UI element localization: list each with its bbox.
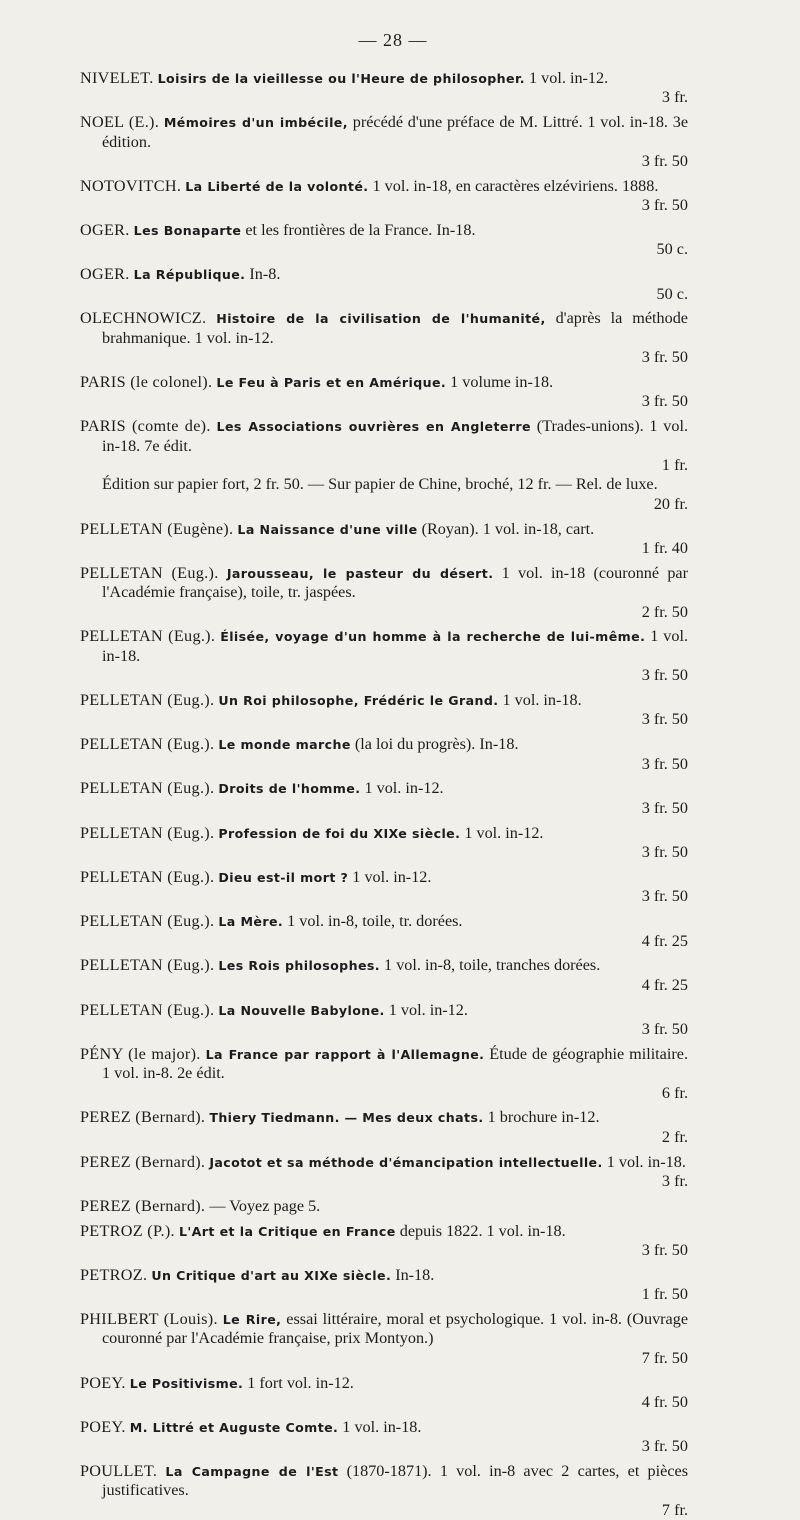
entry-price: 1 fr. bbox=[661, 456, 688, 475]
entry-extra-text: Édition sur papier fort, 2 fr. 50. — Sur papier de Chine, broché, 12 fr. — Rel. de luxe. bbox=[102, 475, 658, 494]
entry-price: 1 fr. 50 bbox=[641, 1285, 688, 1304]
entry-author: POEY. bbox=[80, 1373, 126, 1392]
entry-price: 3 fr. 50 bbox=[641, 710, 688, 729]
catalog-entry bbox=[80, 1418, 688, 1457]
entry-price: 2 fr. 50 bbox=[641, 602, 688, 621]
entry-price: 4 fr. 25 bbox=[641, 931, 688, 950]
entry-author: POULLET. bbox=[80, 1461, 158, 1480]
entry-price: 3 fr. 50 bbox=[641, 887, 688, 906]
entry-author: PÉNY (le major). bbox=[80, 1044, 201, 1063]
catalog-entry bbox=[80, 691, 688, 730]
entry-author: PELLETAN (Eug.). bbox=[80, 691, 215, 710]
catalog-entry bbox=[80, 520, 688, 559]
entry-price: 3 fr. 50 bbox=[641, 392, 688, 411]
catalog-entry bbox=[80, 1197, 688, 1216]
entry-author: PEREZ (Bernard). bbox=[80, 1108, 206, 1127]
entry-price: 3 fr. bbox=[661, 1171, 688, 1190]
catalog-entry bbox=[80, 221, 688, 260]
entry-title: Le Rire, bbox=[222, 1311, 282, 1327]
entry-title: Le Positivisme. bbox=[129, 1375, 244, 1391]
entry-details: 1 volume in-18. bbox=[450, 373, 554, 392]
entry-title: La République. bbox=[133, 267, 246, 283]
entry-price: 3 fr. 50 bbox=[641, 1019, 688, 1038]
entry-title: Dieu est-il mort ? bbox=[218, 869, 349, 885]
entry-author: PELLETAN (Eug.). bbox=[80, 823, 215, 842]
entry-title: Mémoires d'un imbécile, bbox=[163, 115, 348, 131]
catalog-entry bbox=[80, 1462, 688, 1520]
entry-price: 7 fr. bbox=[661, 1500, 688, 1519]
entry-price: 3 fr. 50 bbox=[641, 754, 688, 773]
entry-price: 3 fr. 50 bbox=[641, 843, 688, 862]
entry-author: POEY. bbox=[80, 1417, 126, 1436]
catalog-entry bbox=[80, 1266, 688, 1305]
entry-details: 1 vol. in-12. bbox=[364, 779, 444, 798]
entry-details: et les frontières de la France. In-18. bbox=[245, 221, 476, 240]
entry-title: Le Feu à Paris et en Amérique. bbox=[216, 375, 447, 391]
entry-details: 1 vol. in-12. bbox=[352, 867, 432, 886]
entry-details: 1 vol. in-8, toile, tranches dorées. bbox=[384, 956, 601, 975]
entry-extra-price: 20 fr. bbox=[653, 494, 688, 513]
entry-author: PELLETAN (Eug.). bbox=[80, 1000, 215, 1019]
entry-details: 1 vol. in-18. bbox=[606, 1152, 686, 1171]
entry-details: (Royan). 1 vol. in-18, cart. bbox=[421, 519, 595, 538]
entry-title: La Liberté de la volonté. bbox=[185, 178, 369, 194]
entry-author: PELLETAN (Eug.). bbox=[80, 563, 219, 582]
catalog-entry bbox=[80, 1374, 688, 1413]
entry-price: 4 fr. 50 bbox=[641, 1392, 688, 1411]
catalog-entry bbox=[80, 1108, 688, 1147]
catalog-entry bbox=[80, 177, 688, 216]
entry-title: Loisirs de la vieillesse ou l'Heure de philosopher. bbox=[157, 71, 525, 86]
entry-details: 1 vol. in-12. bbox=[464, 823, 544, 842]
entry-author: PELLETAN (Eug.). bbox=[80, 735, 215, 754]
entry-author: NOEL (E.). bbox=[80, 113, 160, 132]
entry-title: Un Roi philosophe, Frédéric le Grand. bbox=[218, 693, 499, 709]
entry-author: OLECHNOWICZ. bbox=[80, 309, 207, 328]
catalog-entry bbox=[80, 417, 688, 514]
entry-title: Profession de foi du XIXe siècle. bbox=[218, 825, 461, 841]
entry-author: PELLETAN (Eug.). bbox=[80, 956, 215, 975]
catalog-entry bbox=[80, 265, 688, 304]
entry-details: 1 vol. in-12. bbox=[388, 1000, 468, 1019]
entry-title: La Mère. bbox=[218, 914, 284, 930]
entry-details: — Voyez page 5. bbox=[209, 1196, 321, 1215]
entry-title: Les Associations ouvrières en Angleterre bbox=[216, 419, 531, 435]
entry-details: 1 brochure in-12. bbox=[487, 1108, 600, 1127]
entry-title: La Campagne de l'Est bbox=[165, 1463, 339, 1479]
entry-author: PELLETAN (Eug.). bbox=[80, 627, 216, 646]
catalog-entry bbox=[80, 1153, 688, 1192]
entry-details: Étude de géographie militaire. 1 vol. in-8. 2e édit. bbox=[102, 1044, 688, 1083]
entry-author: PELLETAN (Eug.). bbox=[80, 779, 215, 798]
catalog-entry bbox=[80, 373, 688, 412]
entry-author: PELLETAN (Eug.). bbox=[80, 912, 215, 931]
entry-price: 3 fr. 50 bbox=[641, 798, 688, 817]
entry-details: depuis 1822. 1 vol. in-18. bbox=[399, 1221, 566, 1240]
catalog-entry bbox=[80, 1222, 688, 1261]
entry-author: OGER. bbox=[80, 265, 130, 284]
entry-price: 7 fr. 50 bbox=[641, 1348, 688, 1367]
entry-author: PARIS (le colonel). bbox=[80, 373, 213, 392]
catalog-entry bbox=[80, 868, 688, 907]
entry-author: OGER. bbox=[80, 221, 130, 240]
catalog-entry bbox=[80, 564, 688, 622]
entry-details: (1870-1871). 1 vol. in-8 avec 2 cartes, et pièces justificatives. bbox=[102, 1461, 689, 1500]
entry-price: 3 fr. 50 bbox=[641, 1240, 688, 1259]
entry-author: PELLETAN (Eugène). bbox=[80, 519, 234, 538]
entry-title: L'Art et la Critique en France bbox=[178, 1223, 396, 1239]
entry-title: Le monde marche bbox=[218, 737, 351, 753]
catalog-entry bbox=[80, 956, 688, 995]
entry-price: 3 fr. 50 bbox=[641, 1437, 688, 1456]
entry-details: d'après la méthode brahmanique. 1 vol. in-12. bbox=[102, 309, 688, 347]
entry-title: Jarousseau, le pasteur du désert. bbox=[226, 565, 494, 581]
entry-price: 3 fr. 50 bbox=[641, 196, 688, 215]
entry-price: 3 fr. 50 bbox=[641, 152, 688, 171]
entry-title: Histoire de la civilisation de l'humanité, bbox=[216, 311, 546, 327]
entry-price: 6 fr. bbox=[661, 1083, 688, 1102]
entry-details: 1 vol. in-18 (couronné par l'Académie française), toile, tr. jaspées. bbox=[102, 563, 689, 602]
page-number: — 28 — bbox=[358, 30, 428, 50]
entry-details: précédé d'une préface de M. Littré. 1 vol. in-18. 3e édition. bbox=[102, 113, 689, 151]
entry-title: Droits de l'homme. bbox=[218, 781, 361, 797]
catalog-entry bbox=[80, 779, 688, 818]
entry-author: PETROZ (P.). bbox=[80, 1221, 175, 1240]
entry-author: NIVELET. bbox=[80, 69, 154, 87]
entry-title: La Nouvelle Babylone. bbox=[218, 1002, 385, 1018]
entry-price: 3 fr. 50 bbox=[641, 666, 688, 685]
entry-title: Jacotot et sa méthode d'émancipation intellectuelle. bbox=[209, 1154, 603, 1170]
catalog-entry bbox=[80, 1001, 688, 1040]
entry-price: 2 fr. bbox=[661, 1127, 688, 1146]
entry-author: PELLETAN (Eug.). bbox=[80, 867, 215, 886]
entry-details: essai littéraire, moral et psychologique. 1 vol. in-8. (Ouvrage couronné par l'Académie française, prix Montyon.) bbox=[102, 1309, 689, 1348]
entry-author: NOTOVITCH. bbox=[80, 176, 182, 195]
entry-price: 4 fr. 25 bbox=[641, 975, 688, 994]
entry-author: PHILBERT (Louis). bbox=[80, 1309, 218, 1328]
catalog-entry bbox=[80, 69, 688, 108]
entry-list bbox=[80, 69, 688, 1520]
entry-title: Les Rois philosophes. bbox=[218, 958, 380, 974]
catalog-entry bbox=[80, 735, 688, 774]
entry-price: 50 c. bbox=[656, 240, 688, 259]
catalog-entry bbox=[80, 912, 688, 951]
entry-price: 3 fr. 50 bbox=[641, 348, 688, 367]
entry-details: (la loi du progrès). In-18. bbox=[354, 735, 519, 754]
entry-details: 1 vol. in-18, en caractères elzéviriens. 1888. bbox=[372, 176, 659, 195]
entry-author: PARIS (comte de). bbox=[80, 417, 211, 436]
entry-details: 1 vol. in-8, toile, tr. dorées. bbox=[287, 912, 463, 931]
entry-details: In-18. bbox=[395, 1265, 435, 1284]
entry-title: La Naissance d'une ville bbox=[237, 521, 418, 537]
entry-details: 1 vol. in-18. bbox=[102, 627, 689, 665]
entry-price: 1 fr. 40 bbox=[641, 539, 688, 558]
entry-author: PEREZ (Bernard). bbox=[80, 1152, 206, 1171]
entry-title: Élisée, voyage d'un homme à la recherche de lui-même. bbox=[220, 629, 646, 645]
entry-details: (Trades-unions). 1 vol. in-18. 7e édit. bbox=[102, 417, 689, 455]
entry-author: PETROZ. bbox=[80, 1265, 148, 1284]
catalog-entry bbox=[80, 824, 688, 863]
entry-details: 1 fort vol. in-12. bbox=[247, 1373, 354, 1392]
entry-price: 3 fr. bbox=[661, 88, 688, 107]
entry-details: 1 vol. in-12. bbox=[529, 69, 609, 87]
entry-price: 50 c. bbox=[656, 284, 688, 303]
entry-details: 1 vol. in-18. bbox=[502, 691, 582, 710]
entry-details: In-8. bbox=[249, 265, 281, 284]
catalog-entry bbox=[80, 1310, 688, 1368]
entry-author: PEREZ (Bernard). bbox=[80, 1196, 206, 1215]
entry-extra bbox=[102, 475, 688, 514]
catalog-entry bbox=[80, 627, 688, 685]
entry-title: Thiery Tiedmann. — Mes deux chats. bbox=[209, 1110, 484, 1126]
catalog-entry bbox=[80, 1045, 688, 1103]
entry-title: M. Littré et Auguste Comte. bbox=[129, 1419, 339, 1435]
entry-title: Un Critique d'art au XIXe siècle. bbox=[151, 1267, 392, 1283]
entry-title: La France par rapport à l'Allemagne. bbox=[205, 1046, 485, 1062]
catalog-entry bbox=[80, 309, 688, 367]
catalog-entry bbox=[80, 113, 688, 171]
entry-title: Les Bonaparte bbox=[133, 223, 242, 239]
entry-details: 1 vol. in-18. bbox=[342, 1417, 422, 1436]
